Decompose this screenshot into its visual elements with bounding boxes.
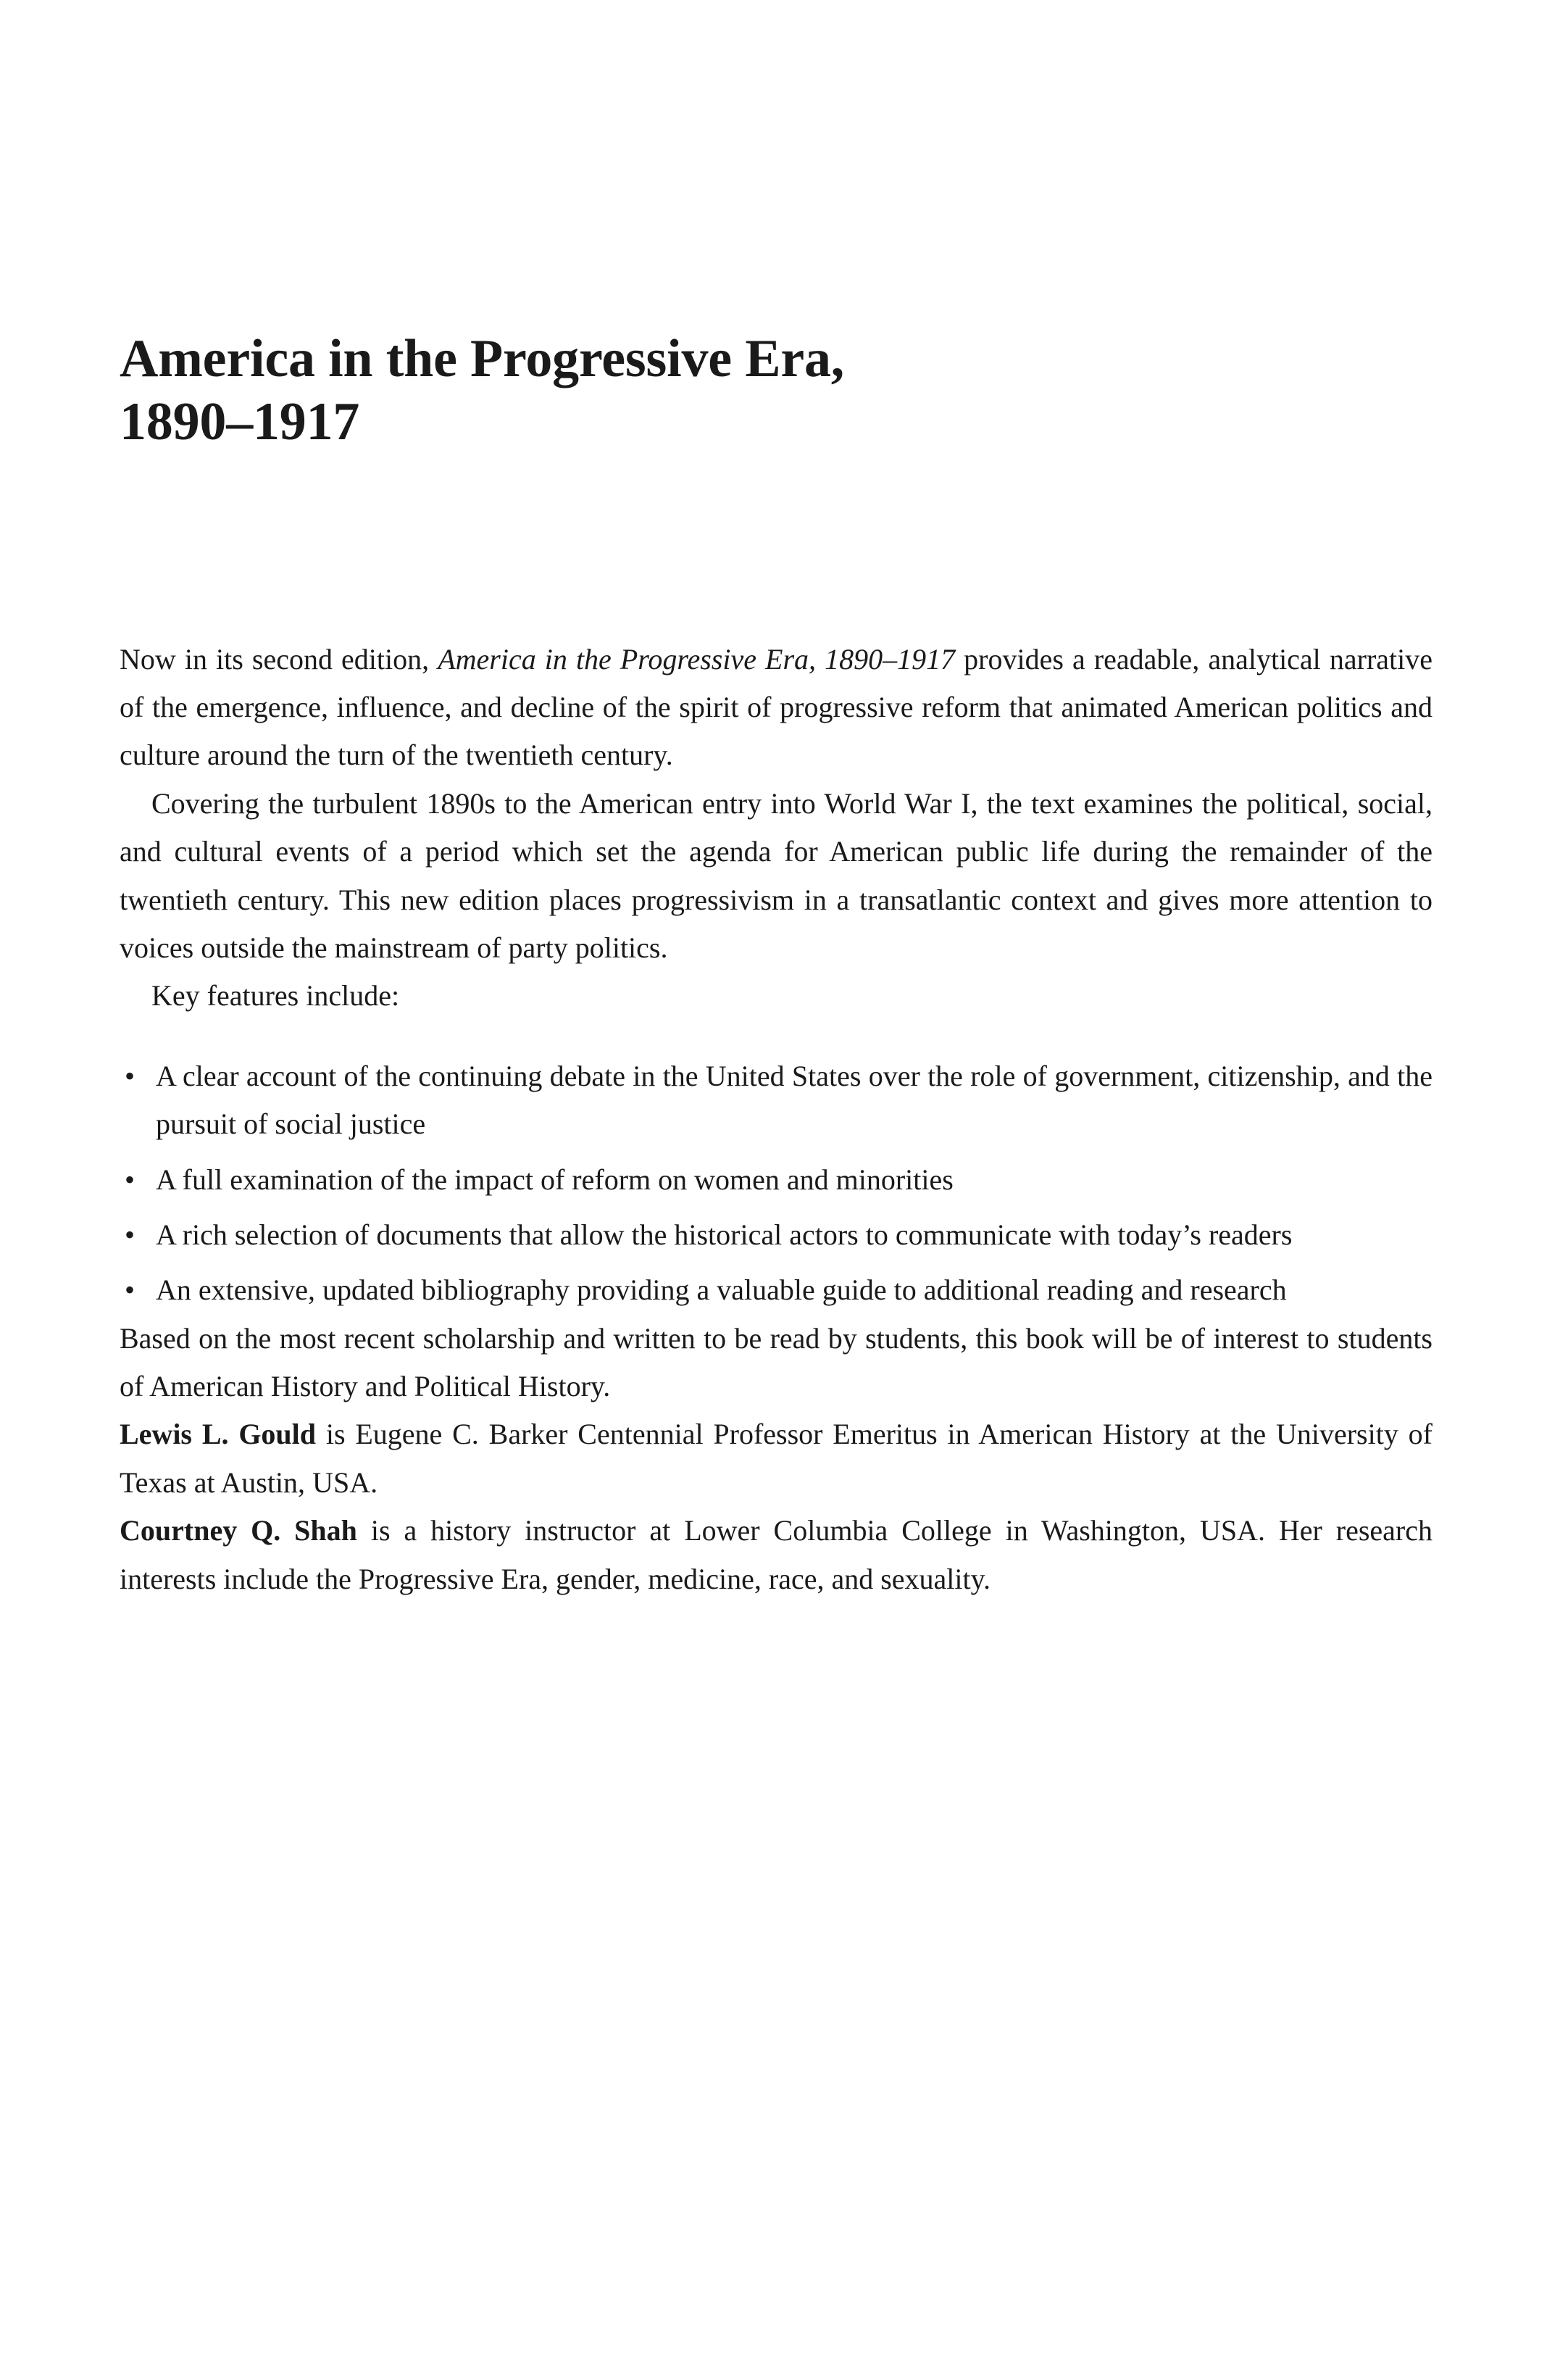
key-features-list <box>120 1052 1433 1315</box>
bullet-icon: • <box>125 1163 135 1196</box>
author-bio-gould <box>120 1410 1433 1507</box>
list-item-text: A full examination of the impact of reform on women and minorities <box>156 1163 954 1196</box>
page-title-line-1: America in the Progressive Era, <box>120 329 845 388</box>
list-item-text: A rich selection of documents that allow the historical actors to communicate with today’s readers <box>156 1218 1293 1251</box>
blurb-p1-trailing-text: provides a readable, analytical narrative of the emergence, influence, and decline of the spirit of progressive reform that animated American politics and culture around the turn of the twentieth century. <box>120 642 1433 772</box>
author-name: Courtney Q. Shah <box>120 1514 357 1547</box>
key-features-lead-in: Key features include: <box>151 979 400 1013</box>
blurb-paragraph-1 <box>120 636 1433 780</box>
list-item-text: A clear account of the continuing debate in the United States over the role of government, citizenship, and the pursuit of social justice <box>156 1059 1433 1141</box>
bullet-icon: • <box>125 1218 135 1251</box>
bullet-icon: • <box>125 1273 135 1307</box>
list-item <box>120 1156 1433 1204</box>
page-title <box>120 0 1250 454</box>
author-bio-text: is a history instructor at Lower Columbia College in Washington, USA. Her research interests include the Progressive Era, gender, medicine, race, and sexuality. <box>120 1514 1433 1595</box>
list-item <box>120 1266 1433 1314</box>
bullet-icon: • <box>125 1059 135 1092</box>
author-bio-shah <box>120 1507 1433 1603</box>
list-item <box>120 1211 1433 1259</box>
page-content <box>120 0 1433 1603</box>
blurb-section <box>120 636 1433 1603</box>
closing-paragraph: Based on the most recent scholarship and written to be read by students, this book will be of interest to students of American History and Political History. <box>120 1321 1433 1403</box>
page-title-line-2: 1890–1917 <box>120 392 360 452</box>
list-item <box>120 1052 1433 1149</box>
list-item-text: An extensive, updated bibliography providing a valuable guide to additional reading and research <box>156 1273 1287 1307</box>
blurb-paragraph-2: Covering the turbulent 1890s to the American entry into World War I, the text examines the political, social, and cultural events of a period which set the agenda for American public life during the remainder of the twentieth century. This new edition places progressivism in a transatlantic context and gives more attention to voices outside the mainstream of party politics. <box>120 786 1433 964</box>
author-bio-text: is Eugene C. Barker Centennial Professor Emeritus in American History at the University of Texas at Austin, USA. <box>120 1418 1433 1499</box>
author-name: Lewis L. Gould <box>120 1418 317 1451</box>
book-title-reference: America in the Progressive Era, 1890–1917 <box>438 642 956 675</box>
blurb-p1-lead-text: Now in its second edition, <box>120 642 438 675</box>
